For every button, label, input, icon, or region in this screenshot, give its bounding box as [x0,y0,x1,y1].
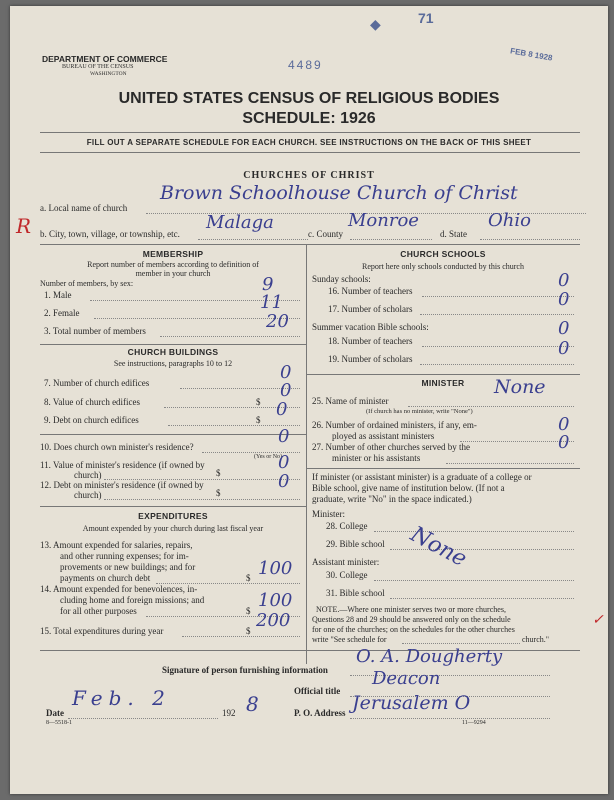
total-members-label: 3. Total number of members [44,326,146,336]
washington-line: WASHINGTON [90,71,127,77]
date-value[interactable]: Feb. 2 [72,686,171,710]
bureau-line: BUREAU OF THE CENSUS [62,64,134,70]
ordained-ministers-value[interactable]: 0 [558,414,570,435]
assistant-college-line [374,580,574,581]
summer-teachers-line [422,346,574,347]
other-churches-label-2: minister or his assistants [332,453,421,463]
sunday-scholars-line [420,314,574,315]
running-expenses-label-2: and other running expenses; for im- [60,551,189,561]
schools-note: Report here only schools conducted by this church [362,262,524,271]
minister-bible-school-label: 29. Bible school [326,539,385,549]
minister-name-line [408,406,574,407]
stamp-number: 4489 [288,58,323,72]
margin-mark: R [16,214,32,238]
summer-teachers-label: 18. Number of teachers [328,336,413,346]
total-members-value[interactable]: 20 [266,311,289,332]
male-value[interactable]: 9 [262,274,274,295]
po-address-line [350,718,550,719]
membership-heading: MEMBERSHIP [142,249,204,259]
church-name-value[interactable]: Brown Schoolhouse Church of Christ [160,182,518,204]
form-number-2: 11—9294 [462,720,486,726]
residence-debt-line [104,499,300,500]
state-value[interactable]: Ohio [488,210,531,231]
ordained-ministers-label-2: ployed as assistant ministers [332,431,435,441]
sunday-teachers-value[interactable]: 0 [558,270,570,291]
currency-sign: $ [256,397,261,407]
expenditures-heading: EXPENDITURES [138,511,208,521]
schools-heading: CHURCH SCHOOLS [400,249,486,259]
divider [40,244,580,245]
running-expenses-value[interactable]: 100 [258,558,293,579]
sunday-schools-label: Sunday schools: [312,274,371,284]
county-label: c. County [308,229,343,239]
summer-schools-label: Summer vacation Bible schools: [312,322,429,332]
total-expenditures-label: 15. Total expenditures during year [40,626,164,636]
sunday-teachers-line [422,296,574,297]
denomination-heading: CHURCHES OF CHRIST [243,170,375,181]
form-title: UNITED STATES CENSUS OF RELIGIOUS BODIES [118,90,500,107]
benevolences-value[interactable]: 100 [258,590,293,611]
residence-own-value[interactable]: 0 [278,426,290,447]
minister-college-line [374,531,574,532]
edifices-count-value[interactable]: 0 [280,362,292,383]
minister-sub-label: Minister: [312,509,345,519]
minister-name-value[interactable]: None [494,376,546,398]
ordained-ministers-line [460,441,574,442]
state-line [480,239,580,240]
total-members-line [160,336,300,337]
currency-sign: $ [256,415,261,425]
summer-scholars-label: 19. Number of scholars [328,354,413,364]
divider [40,434,306,435]
county-line [350,239,432,240]
graduate-note-2: Bible school, give name of institution below. (If not a [312,483,505,493]
see-schedule-line [402,643,520,644]
minister-college-label: 28. College [326,521,368,531]
residence-debt-value[interactable]: 0 [278,471,290,492]
residence-value-value[interactable]: 0 [278,452,290,473]
assistant-bible-school-label: 31. Bible school [326,588,385,598]
form-subtitle: SCHEDULE: 1926 [242,110,376,127]
summer-teachers-value[interactable]: 0 [558,318,570,339]
sunday-scholars-label: 17. Number of scholars [328,304,413,314]
census-schedule-page [10,6,608,794]
yes-no-hint: (Yes or No) [254,454,283,460]
residence-debt-label-2: church) [74,490,102,500]
divider [306,374,580,375]
minister-name-hint: (If church has no minister, write "None") [366,408,473,415]
summer-scholars-line [420,364,574,365]
education-none-value[interactable]: None [406,522,471,573]
residence-own-label: 10. Does church own minister's residence? [40,442,194,452]
benevolences-label-3: for all other purposes [60,606,137,616]
other-churches-label: 27. Number of other churches served by the [312,442,470,452]
divider [40,152,580,153]
minister-note-1: NOTE.—Where one minister serves two or more churches, [316,605,506,614]
benevolences-label: 14. Amount expended for benevolences, in- [40,584,198,594]
currency-sign: $ [246,626,251,636]
county-value[interactable]: Monroe [348,210,419,231]
male-label: 1. Male [44,290,72,300]
year-prefix: 192 [222,708,236,718]
po-address-value[interactable]: Jerusalem O [352,692,471,714]
membership-note-1: Report number of members according to definition of [87,260,259,269]
residence-value-label-2: church) [74,470,102,480]
sunday-scholars-value[interactable]: 0 [558,289,570,310]
minister-note-3: for one of the churches; on the schedules for the other churches [312,625,515,634]
total-expenditures-value[interactable]: 200 [256,610,291,631]
other-churches-value[interactable]: 0 [558,432,570,453]
edifices-value-value[interactable]: 0 [280,380,292,401]
minister-note-2: Questions 28 and 29 should be answered only on the schedule [312,615,511,624]
year-value[interactable]: 8 [246,692,259,716]
signature-label: Signature of person furnishing information [162,665,328,675]
assistant-college-label: 30. College [326,570,368,580]
minister-name-label: 25. Name of minister [312,396,389,406]
edifices-debt-value[interactable]: 0 [276,399,288,420]
ordained-ministers-label: 26. Number of ordained ministers, if any, em- [312,420,477,430]
city-line [198,239,308,240]
divider [40,344,306,345]
city-value[interactable]: Malaga [206,212,274,233]
buildings-note: See instructions, paragraphs 10 to 12 [113,359,233,368]
margin-check-icon: ✓ [592,612,604,628]
graduate-note-3: graduate, write "No" in the space indicated.) [312,494,472,504]
currency-sign: $ [246,606,251,616]
residence-value-label: 11. Value of minister's residence (if owned by [40,460,205,470]
running-expenses-label-3: provements or new buildings; and for [60,562,196,572]
minister-note-4: write "See schedule for [312,635,387,644]
total-expenditures-line [182,636,300,637]
minister-note-5: church." [522,635,550,644]
city-label: b. City, town, village, or township, etc. [40,229,180,239]
summer-scholars-value[interactable]: 0 [558,338,570,359]
schedule-number-top: 71 [418,10,434,26]
currency-sign: $ [216,488,221,498]
other-churches-line [446,463,574,464]
po-address-label: P. O. Address [294,708,346,718]
running-expenses-label: 13. Amount expended for salaries, repairs, [40,540,193,550]
sunday-teachers-label: 16. Number of teachers [328,286,413,296]
official-title-value[interactable]: Deacon [372,668,441,689]
signature-value[interactable]: O. A. Dougherty [356,646,503,667]
graduate-note-1: If minister (or assistant minister) is a graduate of a college or [312,472,532,482]
pen-mark-icon: ◆ [370,16,381,32]
divider [306,468,580,469]
edifices-count-label: 7. Number of church edifices [44,378,150,388]
currency-sign: $ [216,468,221,478]
female-value[interactable]: 11 [260,292,283,313]
buildings-heading: CHURCH BUILDINGS [127,347,219,357]
column-divider [306,244,307,664]
assistant-bible-school-line [390,598,574,599]
membership-note-2: member in your church [135,269,211,278]
members-by-sex-label: Number of members, by sex: [40,279,134,288]
benevolences-label-2: cluding home and foreign missions; and [60,595,205,605]
currency-sign: $ [246,573,251,583]
minister-heading: MINISTER [421,378,465,388]
residence-debt-label: 12. Debt on minister's residence (if owned by [40,480,204,490]
official-title-label: Official title [294,686,341,696]
assistant-minister-label: Assistant minister: [312,557,380,567]
divider [40,132,580,133]
edifices-value-label: 8. Value of church edifices [44,397,141,407]
received-date-stamp: FEB 8 1928 [509,46,554,63]
state-label: d. State [440,229,467,239]
edifices-debt-label: 9. Debt on church edifices [44,415,139,425]
department-line: DEPARTMENT OF COMMERCE [42,54,168,64]
form-number: 8—5518-1 [46,720,72,726]
expenditures-note: Amount expended by your church during last fiscal year [82,524,264,533]
church-name-label: a. Local name of church [40,203,128,213]
instruction-line: FILL OUT A SEPARATE SCHEDULE FOR EACH CHURCH. SEE INSTRUCTIONS ON THE BACK OF THIS SHEET [86,138,532,147]
date-label: Date [46,708,64,718]
running-expenses-label-4: payments on church debt [60,573,151,583]
divider [40,506,306,507]
female-label: 2. Female [44,308,80,318]
date-line [68,718,218,719]
